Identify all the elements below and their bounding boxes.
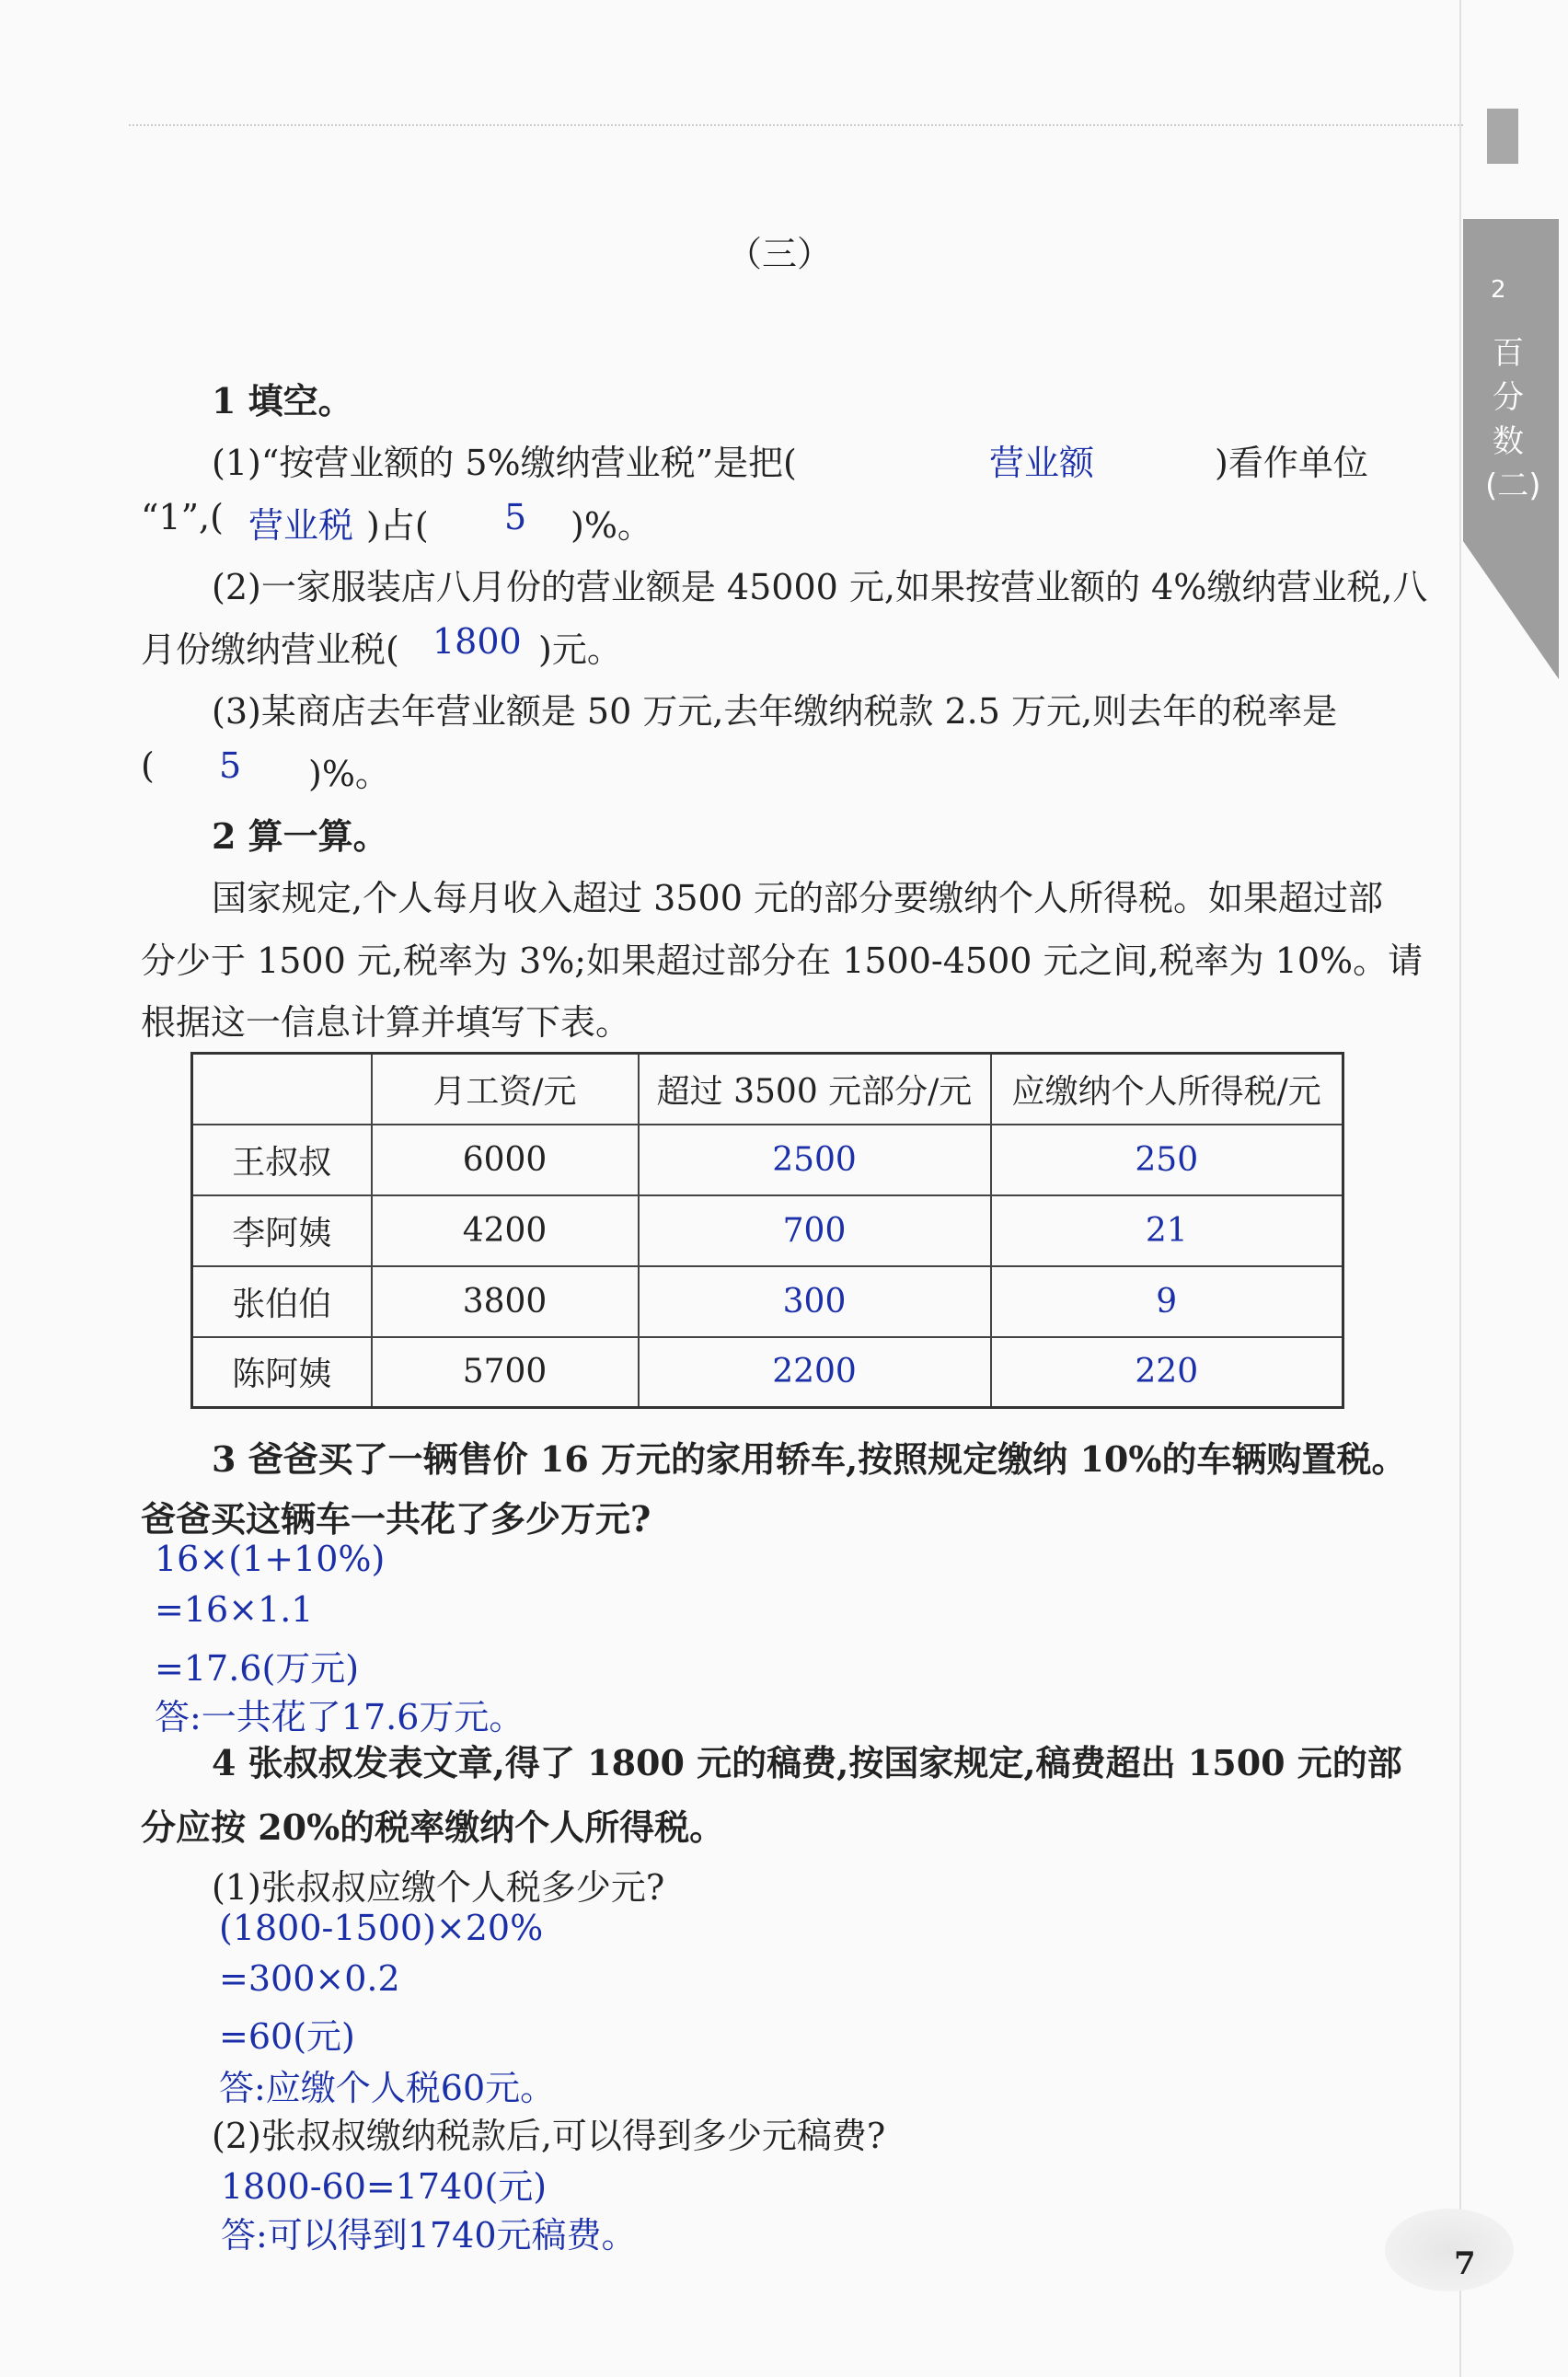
margin-line	[1459, 0, 1461, 2377]
q1-2-b: 月份缴纳营业税(	[141, 629, 399, 670]
table-cell: 9	[991, 1266, 1343, 1337]
table-cell: 李阿姨	[192, 1195, 372, 1266]
corner-mark	[1487, 109, 1518, 164]
q4-line-1: 4 张叔叔发表文章,得了 1800 元的稿费,按国家规定,稿费超出 1500 元的部	[212, 1742, 1402, 1783]
q1-3-a: (3)某商店去年营业额是 50 万元,去年缴纳税款 2.5 万元,则去年的税率是	[212, 691, 1338, 732]
section-title: （三）	[727, 234, 833, 274]
q2-heading: 2 算一算。	[212, 815, 388, 857]
q1-1-d: )占(	[366, 505, 429, 546]
q3-line-1: 3 爸爸买了一辆售价 16 万元的家用轿车,按照规定缴纳 10%的车辆购置税。	[212, 1438, 1407, 1480]
q1-1-c: “1”,(	[141, 497, 224, 537]
q2-text-3: 根据这一信息计算并填写下表。	[141, 1002, 631, 1043]
q1-heading: 1 填空。	[212, 380, 353, 421]
table-cell: 6000	[372, 1125, 639, 1195]
table-header	[192, 1054, 372, 1125]
table-cell: 220	[991, 1337, 1343, 1408]
q1-1-answer3: 5	[504, 497, 527, 537]
q1-1-answer: 营业额	[989, 443, 1095, 483]
table-cell: 21	[991, 1195, 1343, 1266]
q1-1-b: )看作单位	[1215, 443, 1368, 483]
q4-2-question: (2)张叔叔缴纳税款后,可以得到多少元稿费?	[212, 2116, 886, 2156]
table-cell: 王叔叔	[192, 1125, 372, 1195]
tax-table	[190, 1052, 1344, 1409]
table-header: 超过 3500 元部分/元	[639, 1054, 991, 1125]
q1-2-answer: 1800	[432, 621, 522, 662]
q3-answer: 16×(1+10%)	[155, 1539, 386, 1579]
chapter-number: 2	[1491, 276, 1506, 304]
table-cell: 700	[639, 1195, 991, 1266]
q1-3-answer: 5	[219, 745, 242, 786]
q4-1-answer: =60(元)	[219, 2016, 355, 2057]
chapter-title: 百分数(二)	[1485, 335, 1541, 504]
header-rule	[129, 124, 1463, 126]
q1-1-e: )%。	[571, 505, 652, 546]
q3-answer: =16×1.1	[155, 1589, 314, 1630]
table-cell: 张伯伯	[192, 1266, 372, 1337]
q1-2-a: (2)一家服装店八月份的营业额是 45000 元,如果按营业额的 4%缴纳营业税,八	[212, 567, 1428, 607]
q3-line-2: 爸爸买这辆车一共花了多少万元?	[141, 1498, 651, 1540]
q4-1-answer: 答:应缴个人税60元。	[219, 2068, 556, 2108]
page-number: 7	[1454, 2245, 1476, 2282]
table-cell: 陈阿姨	[192, 1337, 372, 1408]
table-cell: 300	[639, 1266, 991, 1337]
q4-line-2: 分应按 20%的税率缴纳个人所得税。	[141, 1806, 725, 1848]
table-cell: 4200	[372, 1195, 639, 1266]
table-header: 月工资/元	[372, 1054, 639, 1125]
q2-text-1: 国家规定,个人每月收入超过 3500 元的部分要缴纳个人所得税。如果超过部	[212, 878, 1383, 918]
q1-1-a: (1)“按营业额的 5%缴纳营业税”是把(	[212, 443, 797, 483]
q4-2-answer: 答:可以得到1740元稿费。	[221, 2215, 637, 2256]
table-cell: 5700	[372, 1337, 639, 1408]
q4-2-answer: 1800-60=1740(元)	[221, 2166, 548, 2207]
q4-1-answer: =300×0.2	[219, 1958, 400, 1999]
q1-1-answer2: 营业税	[248, 505, 354, 546]
q3-answer: 答:一共花了17.6万元。	[155, 1697, 525, 1737]
q3-answer: =17.6(万元)	[155, 1648, 360, 1689]
table-cell: 2200	[639, 1337, 991, 1408]
table-cell: 3800	[372, 1266, 639, 1337]
table-cell: 2500	[639, 1125, 991, 1195]
q1-2-c: )元。	[538, 629, 622, 670]
q4-1-answer: (1800-1500)×20%	[219, 1908, 544, 1948]
page-decoration	[1385, 2209, 1514, 2291]
table-header: 应缴纳个人所得税/元	[991, 1054, 1343, 1125]
q4-1-question: (1)张叔叔应缴个人税多少元?	[212, 1867, 665, 1908]
q2-text-2: 分少于 1500 元,税率为 3%;如果超过部分在 1500-4500 元之间,税率为 10%。请	[141, 940, 1424, 981]
table-cell: 250	[991, 1125, 1343, 1195]
q1-3-b: (	[141, 745, 155, 786]
q1-3-c: )%。	[308, 754, 390, 794]
